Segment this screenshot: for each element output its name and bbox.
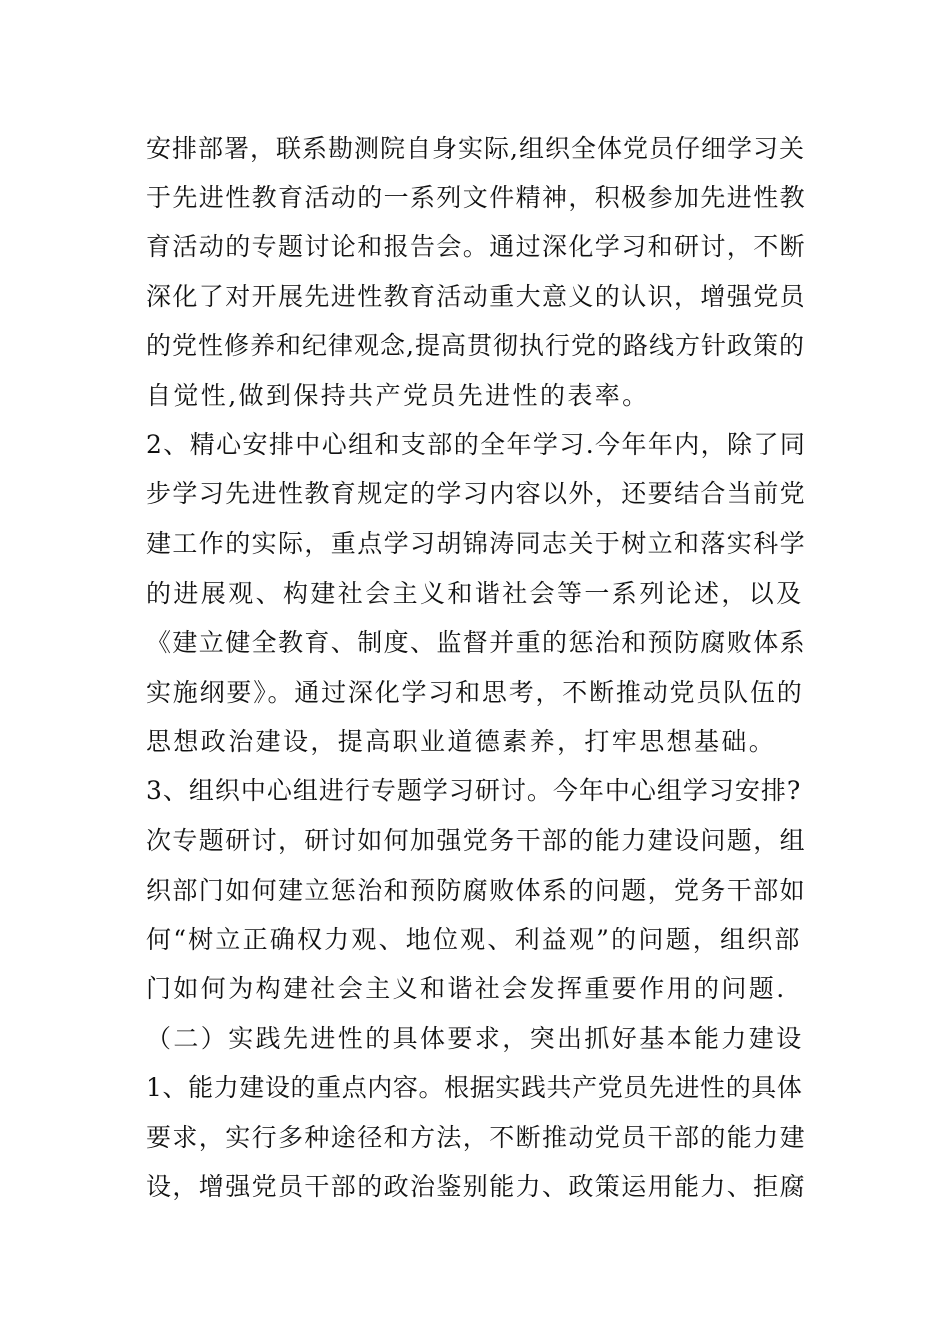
text-line-4: 深化了对开展先进性教育活动重大意义的认识，增强党员 <box>146 282 807 311</box>
text-line-15: 次专题研讨，研讨如何加强党务干部的能力建设问题，组 <box>146 826 807 855</box>
text-line-21: 要求，实行多种途径和方法，不断推动党员干部的能力建 <box>146 1123 807 1152</box>
text-line-16: 织部门如何建立惩治和预防腐败体系的问题，党务干部如 <box>146 876 807 905</box>
text-line-22: 设，增强党员干部的政治鉴别能力、政策运用能力、拒腐 <box>146 1172 807 1201</box>
text-line-1: 安排部署，联系勘测院自身实际,组织全体党员仔细学习关 <box>146 134 805 163</box>
text-line-9: 建工作的实际，重点学习胡锦涛同志关于树立和落实科学 <box>146 529 807 558</box>
text-line-7: 2、精心安排中心组和支部的全年学习.今年年内，除了同 <box>146 430 807 459</box>
text-line-5: 的党性修养和纪律观念,提高贯彻执行党的路线方针政策的 <box>146 331 805 360</box>
text-line-12: 实施纲要》。通过深化学习和思考，不断推动党员队伍的 <box>146 678 804 707</box>
text-line-2: 于先进性教育活动的一系列文件精神，积极参加先进性教 <box>146 183 807 212</box>
text-line-10: 的进展观、构建社会主义和谐社会等一系列论述，以及 <box>146 579 804 608</box>
text-line-8: 步学习先进性教育规定的学习内容以外，还要结合当前党 <box>146 479 807 508</box>
text-line-14: 3、组织中心组进行专题学习研讨。今年中心组学习安排? <box>146 776 802 805</box>
text-line-17: 何“树立正确权力观、地位观、利益观”的问题，组织部 <box>146 925 802 954</box>
section-heading: （二）实践先进性的具体要求，突出抓好基本能力建设 <box>146 1024 804 1053</box>
text-line-20: 1、能力建设的重点内容。根据实践共产党员先进性的具体 <box>146 1073 803 1102</box>
text-line-18: 门如何为构建社会主义和谐社会发挥重要作用的问题. <box>146 974 787 1003</box>
text-line-3: 育活动的专题讨论和报告会。通过深化学习和研讨，不断 <box>146 232 807 261</box>
text-line-6: 自觉性,做到保持共产党员先进性的表率。 <box>146 381 650 410</box>
text-line-13: 思想政治建设，提高职业道德素养，打牢思想基础。 <box>146 727 777 756</box>
text-line-11: 《建立健全教育、制度、监督并重的惩治和预防腐败体系 <box>146 628 807 657</box>
